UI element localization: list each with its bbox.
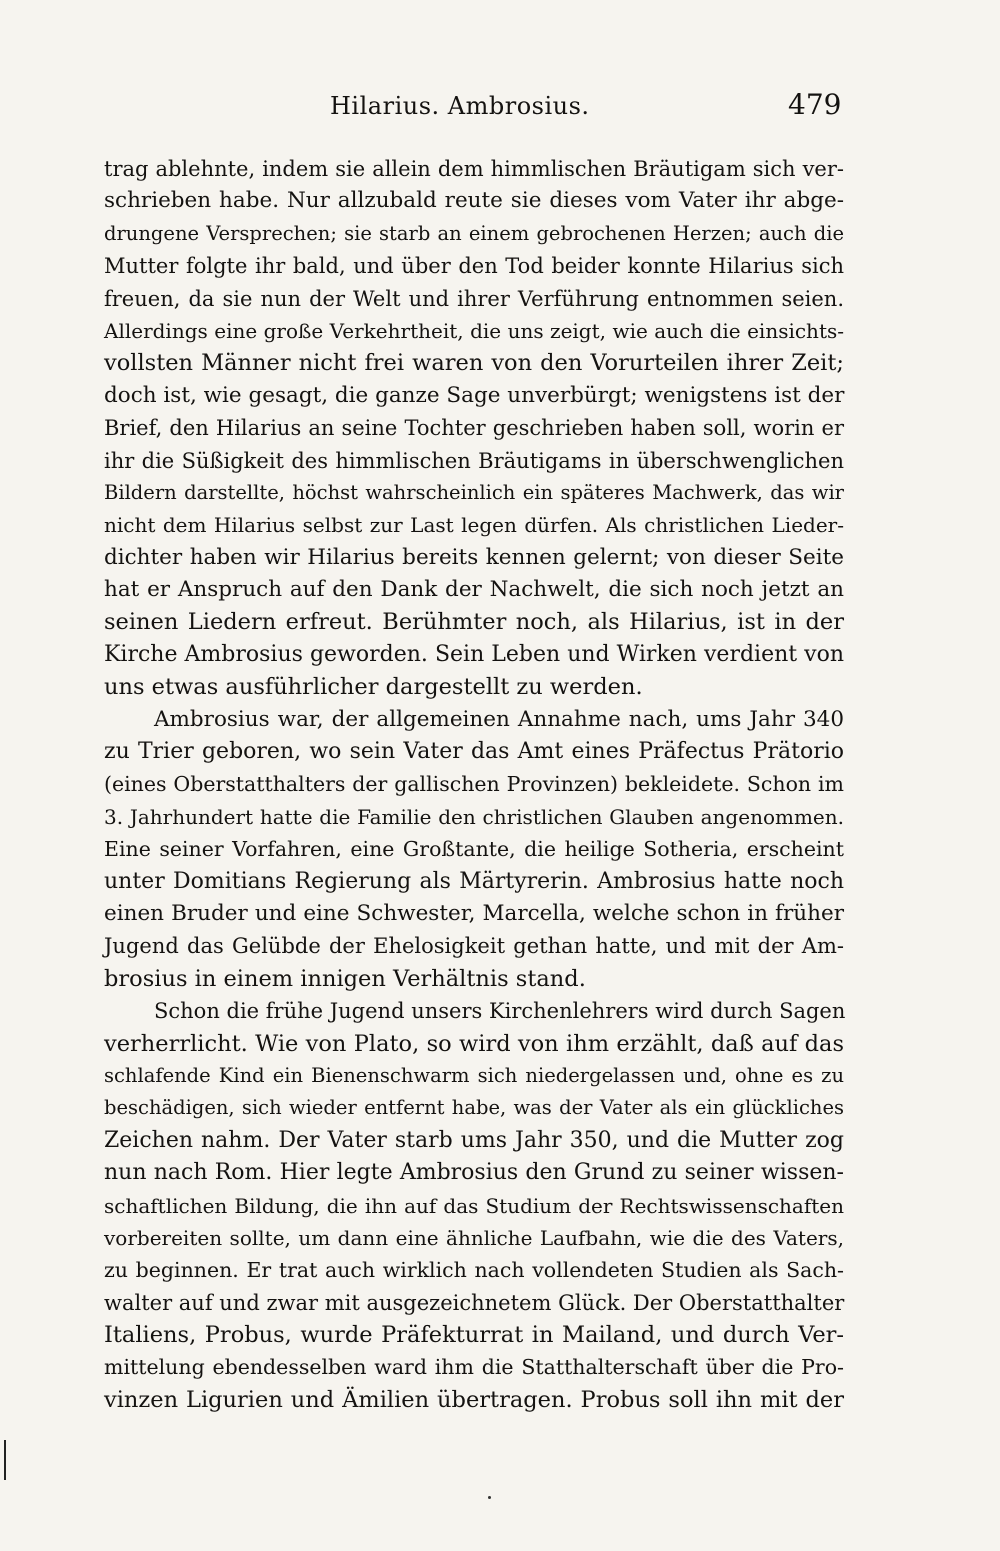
paragraph-3 bbox=[104, 995, 844, 1416]
text-line: schlafende Kind ein Bienenschwarm sich niedergelassen und, ohne es zu bbox=[104, 1063, 844, 1087]
scan-speck bbox=[488, 1496, 491, 1499]
text-line: Italiens, Probus, wurde Präfekturrat in Mailand, und durch Ver- bbox=[104, 1322, 844, 1349]
text-line: zu Trier geboren, wo sein Vater das Amt eines Präfectus Prätorio bbox=[104, 739, 844, 765]
text-line: schrieben habe. Nur allzubald reute sie dieses vom Vater ihr abge- bbox=[104, 188, 844, 214]
page-number: 479 bbox=[788, 88, 842, 121]
running-head: Hilarius. Ambrosius. bbox=[330, 92, 590, 120]
body-text bbox=[104, 153, 844, 1416]
text-line: ihr die Süßigkeit des himmlischen Bräutigams in überschwenglichen bbox=[104, 448, 844, 473]
text-line: hat er Anspruch auf den Dank der Nachwelt, die sich noch jetzt an bbox=[104, 577, 844, 603]
text-line: Jugend das Gelübde der Ehelosigkeit gethan hatte, und mit der Am- bbox=[104, 934, 844, 959]
text-line: freuen, da sie nun der Welt und ihrer Verführung entnommen seien. bbox=[104, 286, 844, 311]
text-line: beschädigen, sich wieder entfernt habe, was der Vater als ein glückliches bbox=[104, 1096, 844, 1120]
text-line: Schon die frühe Jugend unsers Kirchenlehrers wird durch Sagen bbox=[154, 999, 846, 1024]
text-line: uns etwas ausführlicher dargestellt zu werden. bbox=[104, 674, 643, 701]
text-line: brosius in einem innigen Verhältnis stand. bbox=[104, 965, 586, 992]
text-line: (eines Oberstatthalters der gallischen Provinzen) bekleidete. Schon im bbox=[104, 772, 844, 797]
text-line: dichter haben wir Hilarius bereits kennen gelernt; von dieser Seite bbox=[104, 544, 844, 570]
text-line: doch ist, wie gesagt, die ganze Sage unverbürgt; wenigstens ist der bbox=[104, 382, 845, 408]
text-line: nicht dem Hilarius selbst zur Last legen dürfen. Als christlichen Lieder- bbox=[104, 513, 844, 538]
text-line: verherrlicht. Wie von Plato, so wird von ihm erzählt, daß auf das bbox=[104, 1030, 844, 1057]
scan-edge-mark bbox=[4, 1440, 6, 1480]
text-line: Ambrosius war, der allgemeinen Annahme nach, ums Jahr 340 bbox=[154, 706, 844, 732]
text-line: Allerdings eine große Verkehrtheit, die uns zeigt, wie auch die einsichts- bbox=[104, 318, 844, 343]
text-line: mittelung ebendesselben ward ihm die Statthalterschaft über die Pro- bbox=[104, 1355, 844, 1380]
text-line: zu beginnen. Er trat auch wirklich nach vollendeten Studien als Sach- bbox=[104, 1258, 844, 1283]
paragraph-2 bbox=[104, 704, 844, 996]
text-line: 3. Jahrhundert hatte die Familie den christlichen Glauben angenommen. bbox=[104, 804, 844, 829]
text-line: Bildern darstellte, höchst wahrscheinlich ein späteres Machwerk, das wir bbox=[104, 480, 844, 504]
text-line: trag ablehnte, indem sie allein dem himmlischen Bräutigam sich ver- bbox=[104, 157, 844, 181]
text-line: schaftlichen Bildung, die ihn auf das Studium der Rechtswissenschaften bbox=[104, 1193, 844, 1218]
text-line: Brief, den Hilarius an seine Tochter geschrieben haben soll, worin er bbox=[104, 416, 844, 441]
text-line: Mutter folgte ihr bald, und über den Tod beider konnte Hilarius sich bbox=[104, 254, 844, 279]
text-line: Kirche Ambrosius geworden. Sein Leben und Wirken verdient von bbox=[104, 641, 844, 667]
text-line: vinzen Ligurien und Ämilien übertragen. Probus soll ihn mit der bbox=[104, 1386, 844, 1413]
text-line: seinen Liedern erfreut. Berühmter noch, als Hilarius, ist in der bbox=[104, 609, 844, 636]
text-line: einen Bruder und eine Schwester, Marcella, welche schon in früher bbox=[104, 900, 844, 926]
text-line: Zeichen nahm. Der Vater starb ums Jahr 350, und die Mutter zog bbox=[104, 1127, 844, 1153]
text-line: vorbereiten sollte, um dann eine ähnliche Laufbahn, wie die des Vaters, bbox=[104, 1225, 844, 1250]
text-line: Eine seiner Vorfahren, eine Großtante, die heilige Sotheria, erscheint bbox=[104, 837, 844, 862]
text-line: nun nach Rom. Hier legte Ambrosius den Grund zu seiner wissen- bbox=[104, 1160, 844, 1186]
text-line: drungene Versprechen; sie starb an einem gebrochenen Herzen; auch die bbox=[104, 221, 844, 245]
text-line: unter Domitians Regierung als Märtyrerin. Ambrosius hatte noch bbox=[104, 868, 844, 894]
text-line: vollsten Männer nicht frei waren von den Vorurteilen ihrer Zeit; bbox=[104, 350, 844, 377]
text-line: walter auf und zwar mit ausgezeichnetem Glück. Der Oberstatthalter bbox=[104, 1290, 845, 1315]
paragraph-1 bbox=[104, 153, 844, 704]
